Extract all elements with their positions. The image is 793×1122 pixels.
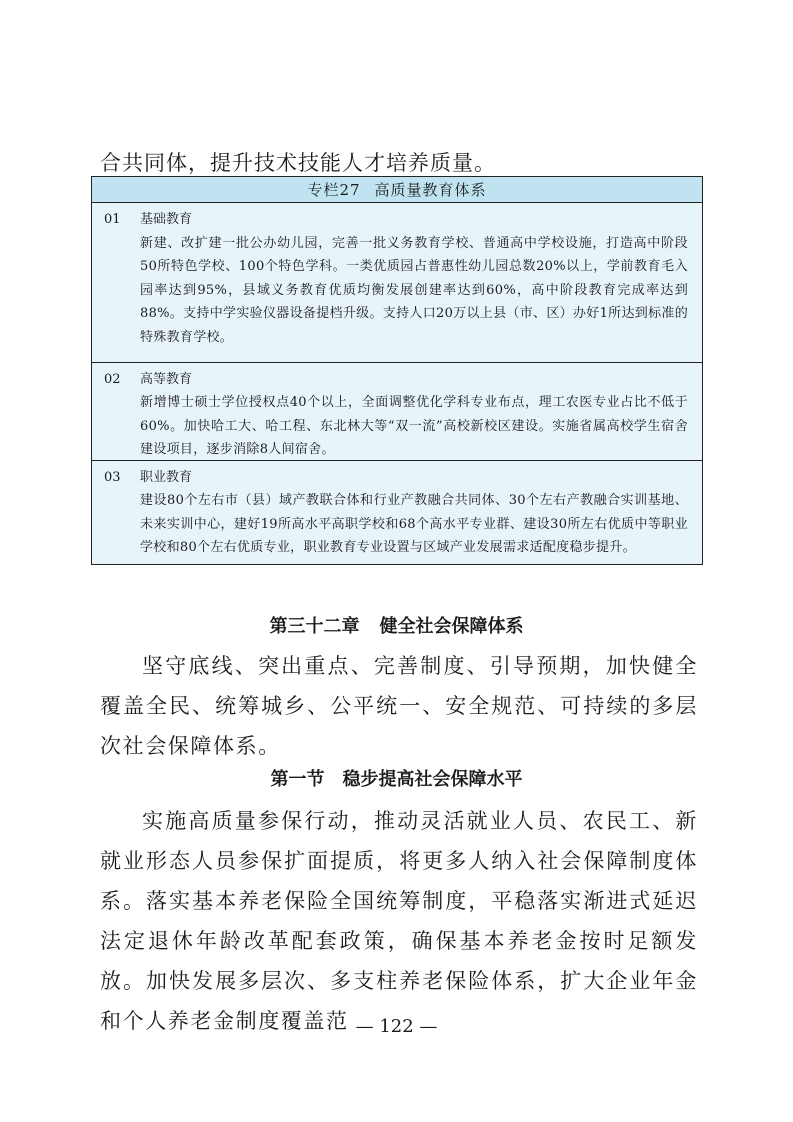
section-heading-number: 第一节 [270,769,325,790]
section-number: 03 [104,469,121,485]
column-header [92,177,702,203]
section-title: 职业教育 [140,469,193,485]
section-text: 新建、改扩建一批公办幼儿园，完善一批义务教育学校、普通高中学校设施，打造高中阶段50所特色学校、100个特色学科。一类优质园占普惠性幼儿园总数20%以上，学前教育毛入园率达到95%，县域义务教育优质均衡发展创建率达到60%，高中阶段教育完成率达到88%。支持中学实验仪器设备提档升级。支持人口20万以上县（市、区）办好1所达到标准的特殊教育学校。 [140,235,688,346]
lead-paragraph-line: 合共同体，提升技术技能人才培养质量。 [100,151,496,175]
column-section-higher-education [92,362,702,460]
section-heading-title: 稳步提高社会保障水平 [342,769,523,790]
column-label: 专栏27 [307,181,361,200]
section-title: 高等教育 [140,371,193,387]
section-number: 01 [104,212,121,228]
column-title: 高质量教育体系 [374,181,487,200]
chapter-intro-paragraph: 坚守底线、突出重点、完善制度、引导预期，加快健全覆盖全民、统筹城乡、公平统一、安全规范、可持续的多层次社会保障体系。 [100,654,698,758]
chapter-heading [0,612,793,638]
section-title: 基础教育 [140,212,193,228]
page-number: — 122 — [355,1016,438,1037]
section-text: 建设80个左右市（县）域产教联合体和行业产教融合共同体、30个左右产教融合实训基地、未来实训中心，建好19所高水平高职学校和68个高水平专业群、建设30所左右优质中等职业学校和80个左右优质专业，职业教育专业设置与区域产业发展需求适配度稳步提升。 [140,493,688,556]
section-heading [0,765,793,791]
section-number: 02 [104,371,121,387]
education-column-box [91,176,703,565]
column-section-basic-education [92,203,702,362]
chapter-number: 第三十二章 [269,616,360,637]
section-body-paragraph: 实施高质量参保行动，推动灵活就业人员、农民工、新就业形态人员参保扩面提质，将更多人纳入社会保障制度体系。落实基本养老保险全国统筹制度，平稳落实渐进式延迟法定退休年龄改革配套政策，确保基本养老金按时足额发放。加快发展多层次、多支柱养老保险体系，扩大企业年金和个人养老金制度覆盖范 [100,809,698,1033]
column-section-vocational-education [92,460,702,564]
chapter-title: 健全社会保障体系 [379,616,524,637]
section-text: 新增博士硕士学位授权点40个以上，全面调整优化学科专业布点，理工农医专业占比不低于60%。加快哈工大、哈工程、东北林大等“双一流”高校新校区建设。实施省属高校学生宿舍建设项目，逐步消除8人间宿舍。 [140,395,688,458]
